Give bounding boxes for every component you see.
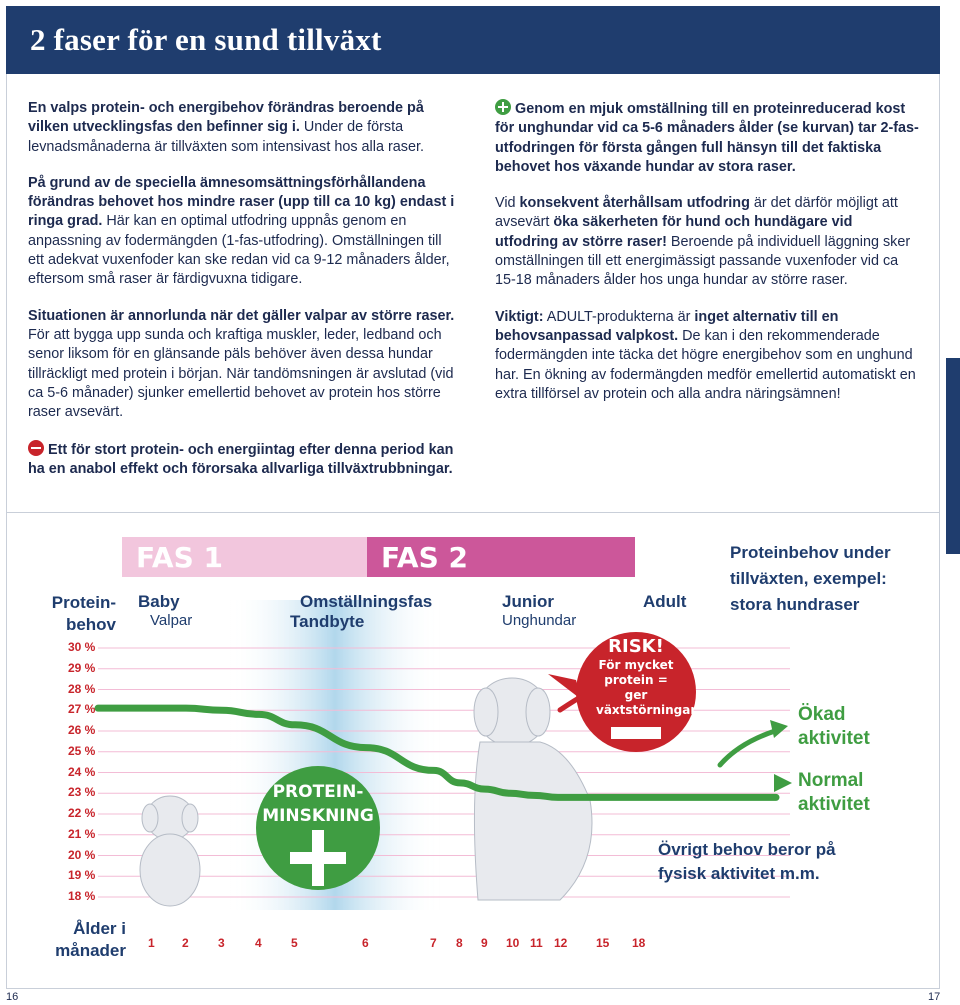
right-paragraph-2: Vid konsekvent återhållsam utfodring är det därför möjligt att avsevärt öka säkerheten för hund och hundägare vid utfodring av större raser! Beroende på individuell läggning sker omställningen till ett energimässigt passande vuxenfoder vid ca 15-18 månaders ålder hos unga hundar av större raser. [495, 195, 911, 289]
protein-reduction-text: PROTEIN- MINSKNING [262, 782, 374, 826]
right-paragraph-1: Genom en mjuk omställning till en proteinreducerad kost för unghundar vid ca 5-6 månaders ålder (se kurvan) tar 2-fas-utfodringen för första gången full hänsyn till det faktiska behovet hos växande hundar av stora raser. [495, 101, 919, 175]
y-tick-label: 19 % [68, 868, 96, 883]
risk-pointer [548, 674, 582, 700]
y-axis-label: Protein- behov [51, 593, 116, 634]
y-tick-label: 28 % [68, 681, 96, 696]
y-tick-label: 30 % [68, 640, 96, 654]
x-tick-label: 4 [255, 936, 262, 950]
y-tick-label: 26 % [68, 723, 96, 737]
increased-activity-label: Ökad aktivitet [798, 704, 870, 749]
y-tick-label: 25 % [68, 743, 96, 758]
minus-bar-icon [611, 727, 661, 739]
x-tick-label: 18 [632, 936, 646, 950]
x-tick-label: 11 [530, 936, 543, 950]
y-tick-label: 20 % [68, 847, 96, 862]
normal-activity-label: Normal aktivitet [798, 770, 870, 815]
x-tick-label: 12 [554, 936, 568, 950]
right-paragraph-3: Viktigt: ADULT-produkterna är inget alternativ till en behovsanpassad valpkost. De kan i den rekommenderade fodermängden inte täcka det högre energibehov som en unghund har. En ökning av fodermängden medför emellertid automatiskt en extra tillförsel av protein och alla andra näringsämnen! [495, 308, 916, 402]
page-number-right: 17 [928, 991, 941, 1003]
x-tick-label: 10 [506, 936, 520, 950]
normal-arrow-icon [774, 774, 792, 792]
y-tick-label: 29 % [68, 660, 96, 675]
x-tick-label: 5 [291, 936, 298, 950]
x-tick-label: 1 [148, 936, 155, 950]
increased-arrow-icon [770, 720, 788, 738]
puppy-illustration [140, 796, 200, 906]
x-axis-label: Ålder i månader [55, 919, 126, 960]
chart-side-title: Proteinbehov under tillväxten, exempel: stora hundraser [730, 543, 891, 614]
increased-activity-branch [720, 730, 778, 765]
left-paragraph-3: Situationen är annorlunda när det gäller valpar av större raser. För att bygga upp sunda och kraftiga muskler, leder, ledband och senor liksom för en glänsande päls behöver även dessa hundar tillräckligt med protein i början. När tandömsningen är avslutad (vid ca 5-6 månader) sjunker emellertid behovet av protein hos större raser avsevärt. [28, 307, 455, 421]
x-tick-label: 8 [456, 936, 463, 950]
other-needs-note: Övrigt behov beror på fysisk aktivitet m.m. [658, 840, 836, 883]
stage-baby: Baby Valpar [138, 592, 193, 629]
page-number-left: 16 [6, 991, 19, 1003]
y-tick-label: 23 % [68, 785, 96, 800]
plus-icon-v [312, 830, 324, 886]
x-tick-label: 15 [596, 936, 610, 950]
page-title: 2 faser för en sund tillväxt [30, 22, 382, 57]
y-tick-label: 18 % [68, 889, 96, 903]
x-tick-label: 3 [218, 936, 225, 950]
risk-text: RISK! För mycket protein = ger växtstörningar [596, 636, 697, 717]
phase-2-banner: FAS 2 [367, 537, 635, 577]
x-tick-label: 9 [481, 936, 488, 950]
warning-note: Ett för stort protein- och energiintag efter denna period kan ha en anabol effekt och förorsaka allvarliga tillväxtrubbningar. [28, 442, 454, 478]
phase-1-banner: FAS 1 [122, 537, 367, 577]
stage-junior: Junior Unghundar [502, 592, 577, 629]
x-tick-label: 2 [182, 936, 189, 950]
y-tick-label: 22 % [68, 806, 96, 820]
left-paragraph-2: På grund av de speciella ämnesomsättningsförhållandena förändras behovet hos mindre raser (upp till ca 10 kg) endast i ringa grad. Här kan en optimal utfodring uppnås genom en anpassning av fodermängden (1-fas-utfodring). Omställningen till ett adekvat vuxenfoder kan ske redan vid ca 9-12 månaders ålder, eftersom små raser är färdigvuxna tidigare. [28, 174, 455, 288]
y-tick-label: 27 % [68, 702, 96, 717]
left-paragraph-1: En valps protein- och energibehov förändras beroende på vilken utvecklingsfas den befinner sig i. Under de första levnadsmånaderna är tillväxten som intensivast hos alla raser. [28, 100, 424, 155]
stage-adult: Adult [643, 592, 687, 611]
x-tick-label: 6 [362, 936, 369, 950]
y-tick-label: 21 % [68, 826, 96, 841]
x-tick-label: 7 [430, 936, 437, 950]
stage-switch: Omställningsfas Tandbyte [290, 592, 433, 631]
y-tick-label: 24 % [68, 764, 96, 779]
